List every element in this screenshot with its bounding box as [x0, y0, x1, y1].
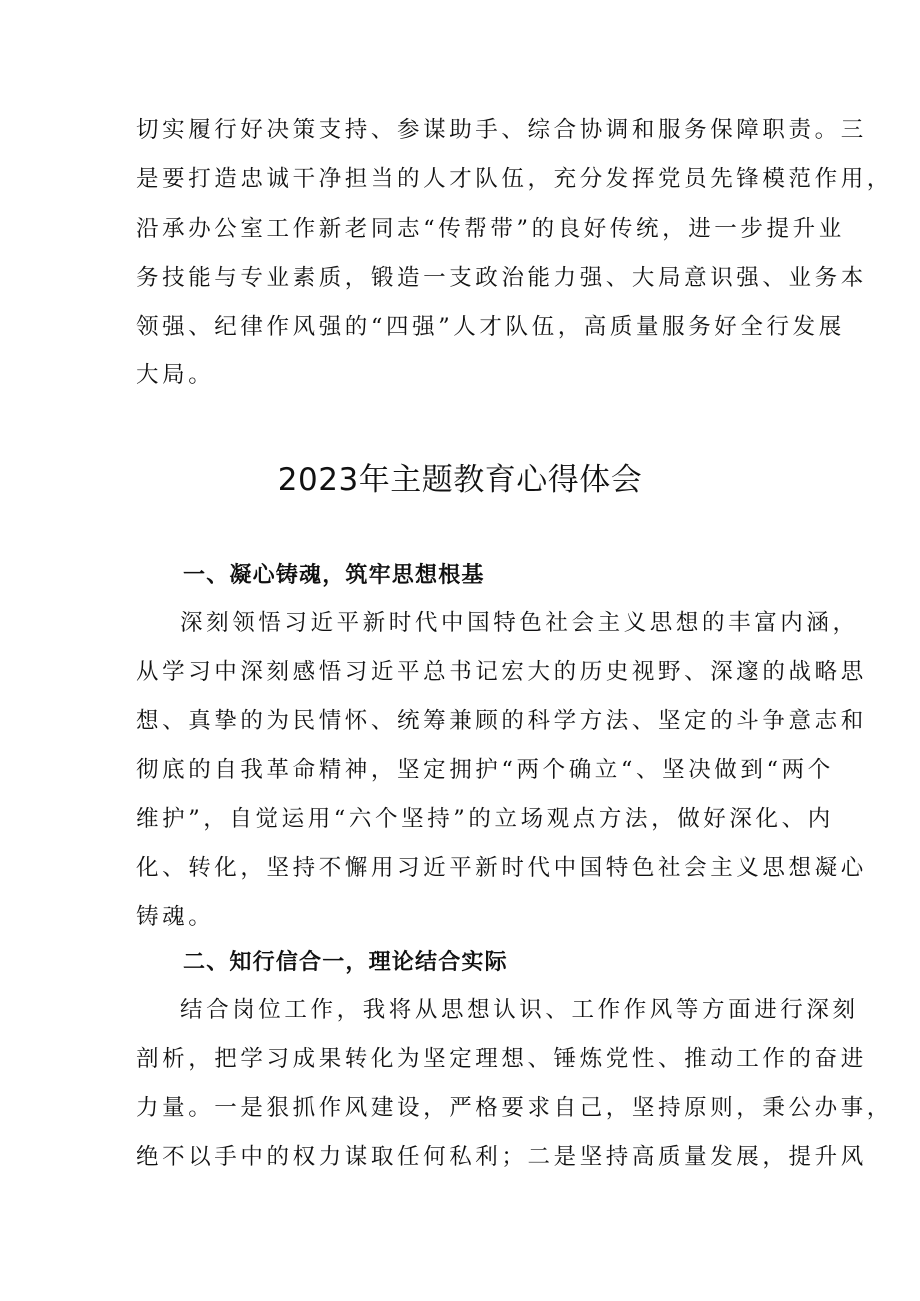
body-text-line: 彻底的自我革命精神，坚定拥护“两个确立“、坚决做到“两个: [136, 757, 834, 783]
body-text-line: 从学习中深刻感悟习近平总书记宏大的历史视野、深邃的战略思: [136, 659, 867, 685]
section-heading: 一、凝心铸魂，筑牢思想根基: [183, 563, 485, 588]
body-text-line: 沿承办公室工作新老同志“传帮带”的良好传统，进一步提升业: [136, 216, 845, 242]
body-text-line: 是要打造忠诚干净担当的人才队伍，充分发挥党员先锋模范作用，: [136, 166, 893, 192]
body-text-line: 务技能与专业素质，锻造一支政治能力强、大局意识强、业务本: [136, 265, 867, 291]
body-text-line: 切实履行好决策支持、参谋助手、综合协调和服务保障职责。三: [136, 117, 867, 143]
article-title: 2023年主题教育心得体会: [277, 462, 643, 498]
body-text-line: 大局。: [136, 362, 215, 388]
body-text-line: 结合岗位工作，我将从思想认识、工作作风等方面进行深刻: [180, 997, 859, 1023]
body-text-line: 深刻领悟习近平新时代中国特色社会主义思想的丰富内涵，: [180, 610, 859, 636]
section-heading: 二、知行信合一，理论结合实际: [183, 950, 508, 975]
body-text-line: 力量。一是狠抓作风建设，严格要求自己，坚持原则，秉公办事，: [136, 1095, 893, 1121]
body-text-line: 想、真挚的为民情怀、统筹兼顾的科学方法、坚定的斗争意志和: [136, 708, 867, 734]
body-text-line: 维护”，自觉运用“六个坚持”的立场观点方法，做好深化、内: [136, 806, 834, 832]
body-text-line: 剖析，把学习成果转化为坚定理想、锤炼党性、推动工作的奋进: [136, 1046, 867, 1072]
body-text-line: 铸魂。: [136, 904, 215, 930]
body-text-line: 化、转化，坚持不懈用习近平新时代中国特色社会主义思想凝心: [136, 855, 867, 881]
body-text-line: 领强、纪律作风强的“四强”人才队伍，高质量服务好全行发展: [136, 314, 845, 340]
body-text-line: 绝不以手中的权力谋取任何私利；二是坚持高质量发展，提升风: [136, 1144, 867, 1170]
